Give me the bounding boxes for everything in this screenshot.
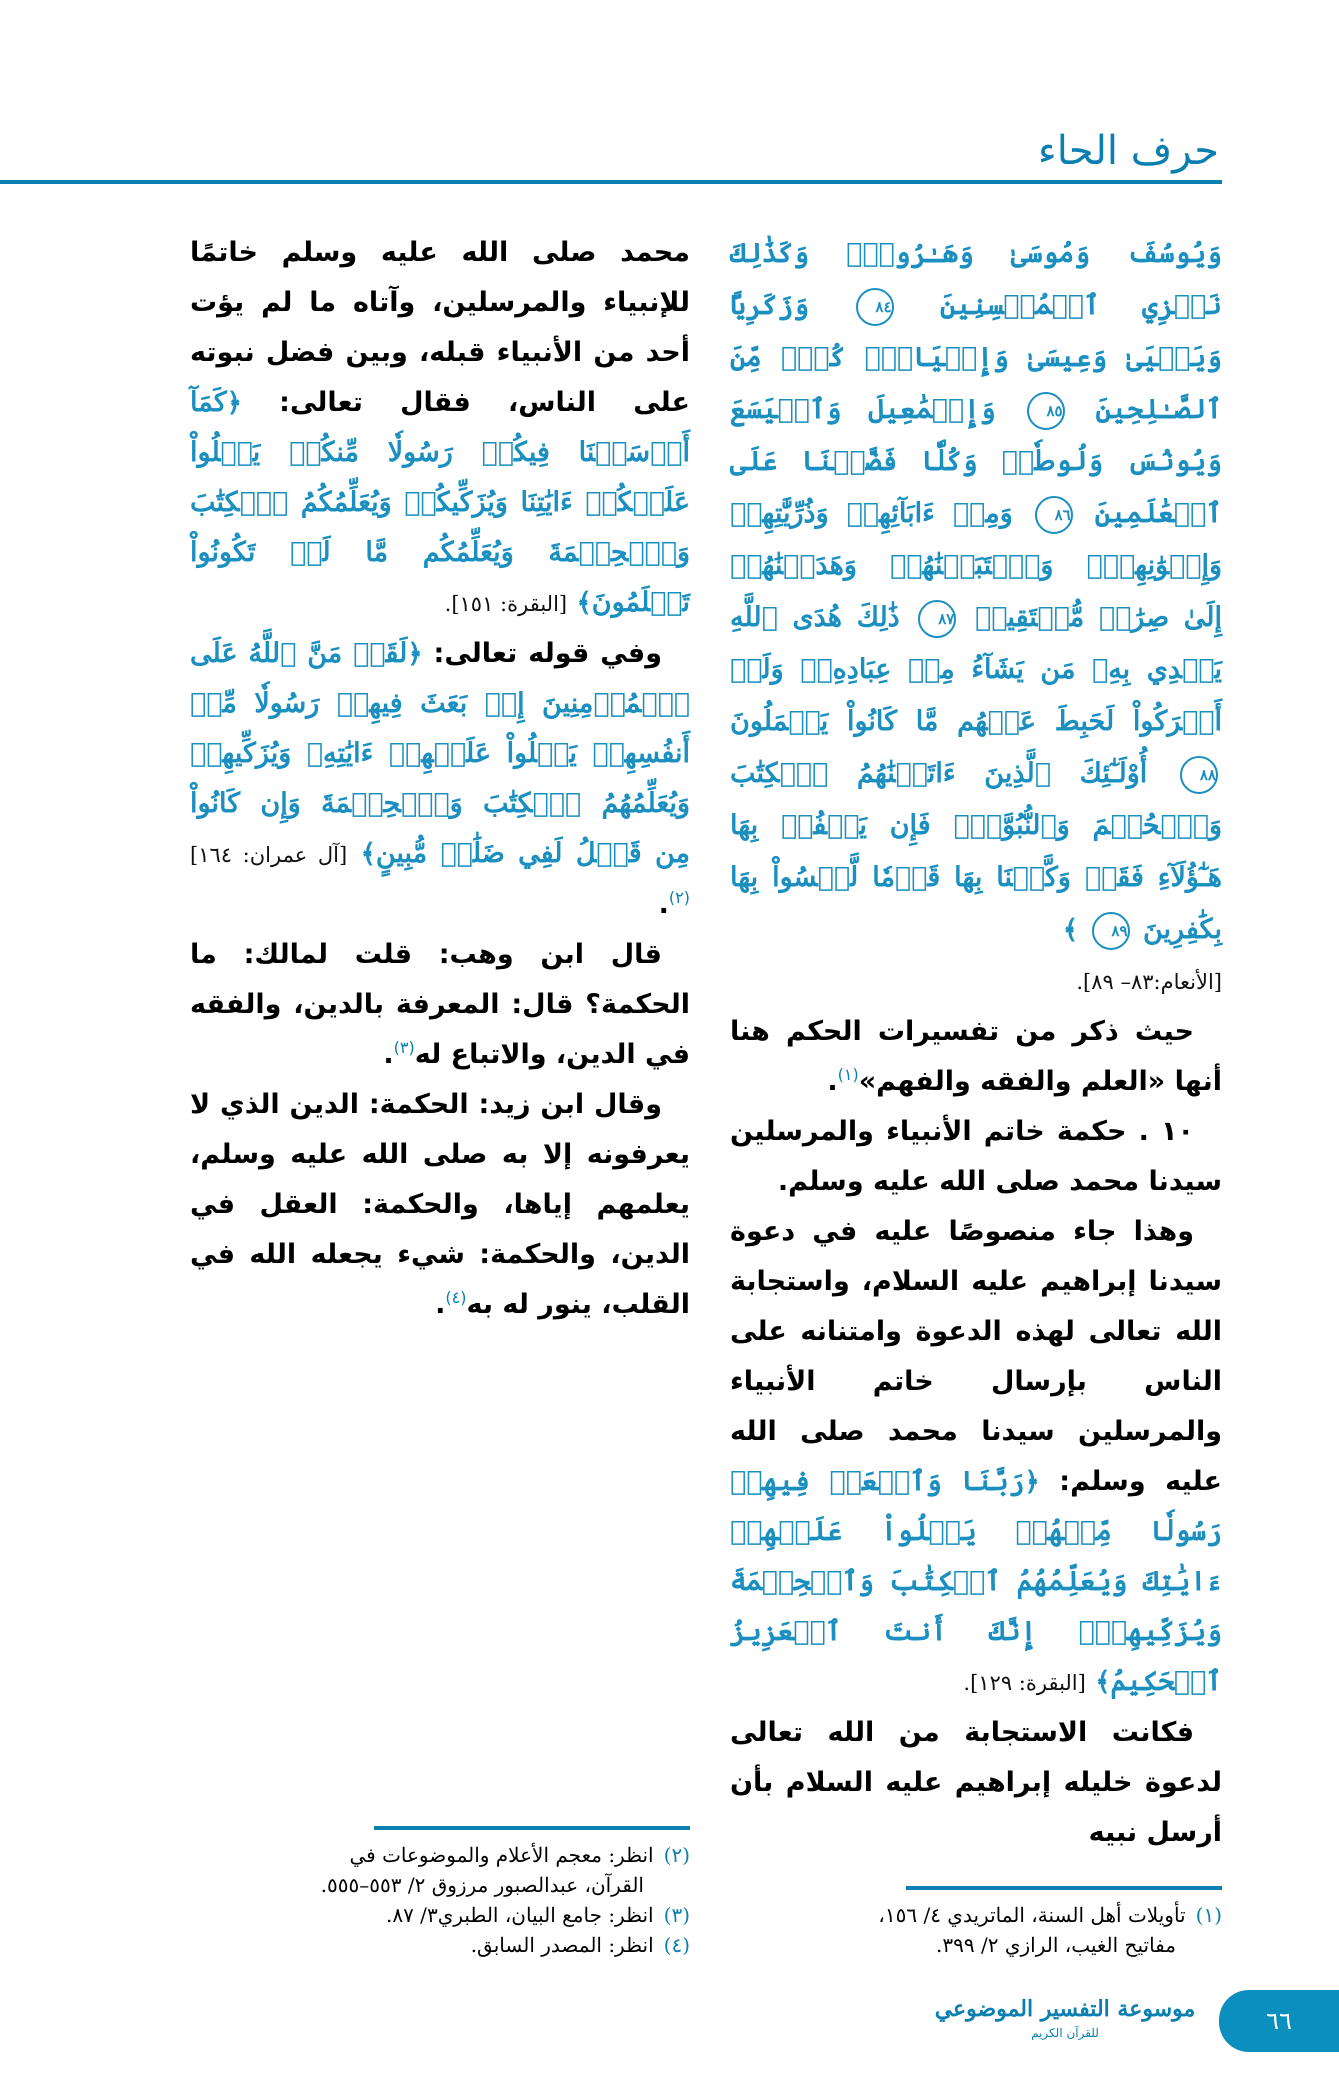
paragraph-text: محمد صلى الله عليه وسلم خاتمًا للإنبياء والمرسلين، وآتاه ما لم يؤت أحد من الأنبياء قبله، وبين فضل نبوته على الناس، فقال تعالى: xyxy=(190,237,691,418)
quran-line: لَحَبِطَ عَنۡهُم مَّا كَانُواْ يَعۡمَلُونَ xyxy=(730,706,1115,737)
quran-line: ٱللَّهِ يَهۡدِي بِهِۦ مَن يَشَآءُ مِنۡ عِبَادِهِۦۚ وَلَوۡ أَشۡرَكُواْ xyxy=(730,602,1222,737)
quran-open-bracket-icon: ﴿ xyxy=(226,388,242,418)
paragraph xyxy=(190,930,690,1080)
footnote-marker[interactable]: (٢) xyxy=(668,888,690,907)
surah-reference: [البقرة: ١٢٩]. xyxy=(963,1671,1086,1695)
surah-reference: [البقرة: ١٥١]. xyxy=(444,592,568,616)
paragraph-text: حيث ذكر من تفسيرات الحكم هنا أنها «العلم والفقه والفهم» xyxy=(730,1016,1222,1097)
right-column-body xyxy=(730,228,1222,1858)
footnotes-right-block xyxy=(730,1886,1222,1960)
quran-line: وَهَدَيۡنَٰهُمۡ إِلَىٰ صِرَٰطٖ مُّسۡتَقِيمٖ xyxy=(730,550,1222,633)
quran-line: وَيُوسُفَ وَمُوسَىٰ وَهَـٰرُونَۚ وَكَذَٰلِكَ نَجۡزِي xyxy=(730,238,1222,321)
paragraph-text: وهذا جاء منصوصًا عليه في دعوة سيدنا إبراهيم عليه السلام، واستجابة الله تعالى لهذه الدعوة وامتنانه على الناس بإرسال خاتم الأنبياء والمرسلين سيدنا محمد صلى الله عليه وسلم: xyxy=(730,1216,1223,1497)
paragraph xyxy=(190,228,690,629)
reference xyxy=(730,956,1222,1007)
surah-reference: [الأنعام:٨٣– ٨٩]. xyxy=(1076,970,1222,994)
period: . xyxy=(827,1066,838,1097)
quran-line: وَيُونُسَ وَلُوطٗاۚ وَكُلّٗا فَضَّلۡنَا عَلَى ٱلۡعَٰلَمِينَ xyxy=(730,446,1223,529)
footnotes-left xyxy=(190,1830,690,1960)
footnote-text: انظر: جامع البيان، الطبري٣/ ٨٧. xyxy=(385,1903,654,1927)
page-footer xyxy=(0,1980,1339,2100)
verse-number-icon: ٨٦ xyxy=(1035,496,1073,534)
header-rule xyxy=(0,180,1222,184)
footnote-marker[interactable]: (٣) xyxy=(393,1038,415,1057)
paragraph-text: وقال ابن زيد: الحكمة: الدين الذي لا يعرفونه إلا به صلى الله عليه وسلم، يعلمهم إياها، والحكمة: العقل في الدين، والحكمة: شيء يجعله الله في القلب، ينور له به xyxy=(190,1089,690,1320)
paragraph xyxy=(190,1080,690,1330)
footnote-number: (٣) xyxy=(663,1903,690,1927)
footnote-marker[interactable]: (٤) xyxy=(445,1288,467,1307)
page-number: ٦٦ xyxy=(1219,1990,1339,2052)
quran-line: فَقَدۡ وَكَّلۡنَا بِهَا قَوۡمٗا لَّيۡسُواْ بِهَا بِكَٰفِرِينَ xyxy=(730,862,1222,945)
logo-title: موسوعة التفسير الموضوعي xyxy=(934,1996,1196,2022)
footnote-text: انظر: معجم الأعلام والموضوعات في xyxy=(349,1843,654,1867)
footnotes-right xyxy=(730,1890,1222,1960)
period: . xyxy=(435,1289,446,1320)
left-column xyxy=(190,228,690,1960)
chapter-title: حرف الحاء xyxy=(1037,128,1219,174)
footnote-number: (٢) xyxy=(663,1843,690,1867)
footnote-marker[interactable]: (١) xyxy=(837,1065,859,1084)
text-columns xyxy=(190,186,1222,1960)
left-column-body xyxy=(190,228,690,1798)
quran-close-bracket-icon: ﴾ xyxy=(360,839,376,869)
footnote xyxy=(190,1930,690,1960)
footnote-text: تأويلات أهل السنة، الماتريدي ٤/ ١٥٦، xyxy=(878,1903,1186,1927)
quran-close-bracket-icon: ﴾ xyxy=(1095,1667,1111,1697)
quran-quote: رَبَّنَا وَٱبۡعَثۡ فِيهِمۡ رَسُولٗا مِّنۡهُمۡ يَتۡلُواْ عَلَيۡهِمۡ ءَايَٰتِكَ وَيُعَلِّمُهُمُ ٱلۡكِتَٰبَ وَٱلۡحِكۡمَةَ وَيُزَكِّيهِمۡۖ إِنَّكَ أَنتَ ٱلۡعَزِيزُ ٱلۡحَكِيمُ xyxy=(730,1466,1222,1697)
verse-number-icon: ٨٥ xyxy=(1027,392,1065,430)
quran-line: أُوْلَـٰٓئِكَ ٱلَّذِينَ xyxy=(984,758,1148,789)
footnote-text: انظر: المصدر السابق. xyxy=(470,1933,654,1957)
quran-close-bracket-icon: ﴾ xyxy=(1062,915,1079,945)
section-heading: ١٠ . حكمة خاتم الأنبياء والمرسلين سيدنا محمد صلى الله عليه وسلم. xyxy=(730,1116,1222,1197)
quran-open-bracket-icon: ﴿ xyxy=(1024,1467,1040,1497)
quran-line: ذَٰلِكَ هُدَى xyxy=(792,602,900,633)
footnote xyxy=(730,1900,1222,1960)
period: . xyxy=(383,1039,394,1070)
verse-number-icon: ٨٧ xyxy=(918,600,956,638)
quran-quote: لَقَدۡ مَنَّ ٱللَّهُ عَلَى ٱلۡمُؤۡمِنِينَ إِذۡ بَعَثَ فِيهِمۡ رَسُولٗا مِّنۡ أَنفُسِهِمۡ يَتۡلُواْ عَلَيۡهِمۡ ءَايَٰتِهِۦ وَيُزَكِّيهِمۡ وَيُعَلِّمُهُمُ ٱلۡكِتَٰبَ وَٱلۡحِكۡمَةَ وَإِن كَانُواْ مِن قَبۡلُ لَفِي ضَلَٰلٖ مُّبِينٍ xyxy=(190,638,690,869)
surah-reference: [آل عمران: ١٦٤] xyxy=(190,843,348,867)
paragraph xyxy=(730,1007,1222,1107)
footnote xyxy=(190,1840,690,1900)
paragraph xyxy=(190,629,690,930)
footnote-number: (١) xyxy=(1195,1903,1222,1927)
quran-quote: كَمَآ أَرۡسَلۡنَا فِيكُمۡ رَسُولٗا مِّنكُمۡ يَتۡلُواْ عَلَيۡكُمۡ ءَايَٰتِنَا وَيُزَكِّيكُمۡ وَيُعَلِّمُكُمُ ٱلۡكِتَٰبَ وَٱلۡحِكۡمَةَ وَيُعَلِّمُكُم مَّا لَمۡ تَكُونُواْ تَعۡلَمُونَ xyxy=(190,387,690,618)
quran-line: وَزَكَرِيَّا وَيَحۡيَىٰ وَعِيسَىٰ وَإِلۡيَاسَۖ xyxy=(730,290,1222,373)
paragraph-text: وفي قوله تعالى: xyxy=(433,638,663,669)
verse-number-icon: ٨٤ xyxy=(856,288,894,326)
quran-open-bracket-icon: ﴿ xyxy=(407,639,423,669)
verse-number-icon: ٨٩ xyxy=(1092,912,1130,950)
quran-line: ٱلۡمُحۡسِنِينَ xyxy=(939,290,1100,321)
paragraph-text: قال ابن وهب: قلت لمالك: ما الحكمة؟ قال: المعرفة بالدين، والفقه في الدين، والاتباع له xyxy=(190,939,690,1070)
logo-subtitle: للقرآن الكريم xyxy=(1031,2026,1099,2040)
quran-line: ءَاتَيۡنَٰهُمُ ٱلۡكِتَٰبَ وَٱلۡحُكۡمَ وَٱلنُّبُوَّةَۚ فَإِن يَكۡفُرۡ بِهَا هَـٰٓؤُلَآءِ xyxy=(730,758,1222,893)
period: . xyxy=(658,889,669,920)
quran-line: وَمِنۡ ءَابَآئِهِمۡ وَذُرِّيَّٰتِهِمۡ وَإِخۡوَٰنِهِمۡۖ وَٱجۡتَبَيۡنَٰهُمۡ xyxy=(730,498,1222,581)
quran-close-bracket-icon: ﴾ xyxy=(576,588,592,618)
page-header xyxy=(0,0,1339,186)
verse-number-icon: ٨٨ xyxy=(1180,756,1218,794)
paragraph xyxy=(730,1207,1222,1708)
quran-line: وَإِسۡمَٰعِيلَ وَٱلۡيَسَعَ xyxy=(730,394,996,425)
paragraph: فكانت الاستجابة من الله تعالى لدعوة خليله إبراهيم عليه السلام بأن أرسل نبيه xyxy=(730,1717,1222,1848)
footnote-text-cont: مفاتيح الغيب، الرازي ٢/ ٣٩٩. xyxy=(936,1933,1176,1957)
encyclopedia-logo xyxy=(930,1994,1200,2042)
footnote xyxy=(190,1900,690,1930)
footnotes-left-block xyxy=(190,1826,690,1960)
footnote-text-cont: القرآن، عبدالصبور مرزوق ٢/ ٥٥٣–٥٥٥. xyxy=(320,1873,644,1897)
footnote-number: (٤) xyxy=(663,1933,690,1957)
quran-line: كُلّٞ مِّنَ ٱلصَّـٰلِحِينَ xyxy=(730,342,1223,425)
right-column xyxy=(730,228,1222,1960)
quran-passage-anam xyxy=(730,228,1222,956)
